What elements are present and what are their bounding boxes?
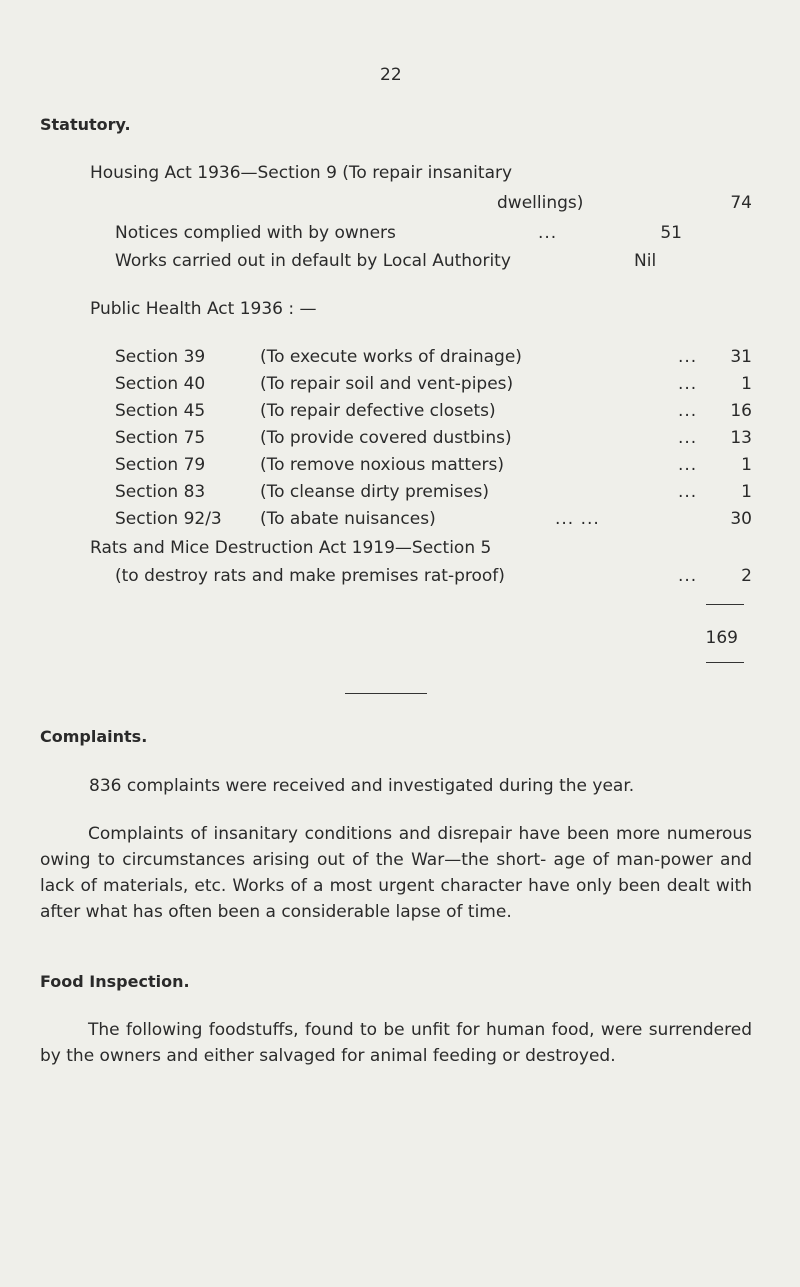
food-inspection-heading: Food Inspection.	[40, 972, 190, 991]
section-desc: (To provide covered dustbins)	[260, 428, 512, 448]
section-value: 31	[730, 347, 752, 367]
section-desc: (To remove noxious matters)	[260, 455, 505, 475]
section-label: Section 79	[115, 455, 206, 475]
rats-act-line1: Rats and Mice Destruction Act 1919—Section 5	[90, 538, 492, 558]
section-desc: (To cleanse dirty premises)	[260, 482, 489, 502]
food-inspection-paragraph: The following foodstuffs, found to be unfit for human food, were surrendered by the owners and either salvaged for animal feeding or destroyed.	[40, 1020, 752, 1066]
complaints-heading: Complaints.	[40, 727, 148, 746]
notices-complied-label: Notices complied with by owners	[115, 223, 396, 243]
section-dots: ...	[678, 401, 698, 421]
housing-act-line2: dwellings)	[497, 193, 584, 213]
section-label: Section 39	[115, 347, 206, 367]
complaints-paragraph-2: Complaints of insanitary conditions and disrepair have been more numerous owing to circumstances arising out of the War—the short- age of man-power and lack of materials, etc. Works of a most urgent character have only been dealt with after what has often been a considerable lapse of time.	[40, 824, 752, 922]
section-value: 16	[730, 401, 752, 421]
total-rule-top	[706, 604, 744, 605]
notices-complied-value: 51	[660, 223, 682, 243]
housing-act-value: 74	[730, 193, 752, 213]
rats-act-dots: ...	[678, 566, 698, 586]
public-health-heading: Public Health Act 1936 : —	[90, 299, 317, 319]
statutory-heading: Statutory.	[40, 115, 131, 134]
housing-act-line1: Housing Act 1936—Section 9 (To repair insanitary	[90, 163, 513, 183]
section-value: 1	[741, 374, 752, 394]
section-desc: (To abate nuisances)	[260, 509, 436, 529]
section-dots: ...	[678, 482, 698, 502]
section-divider	[345, 693, 427, 694]
section-label: Section 75	[115, 428, 206, 448]
section-value: 1	[741, 482, 752, 502]
notices-complied-dots: ...	[538, 223, 558, 243]
section-value: 30	[730, 509, 752, 529]
total-value: 169	[705, 628, 738, 648]
section-label: Section 40	[115, 374, 206, 394]
total-rule-bottom	[706, 662, 744, 663]
section-value: 1	[741, 455, 752, 475]
page-number: 22	[380, 65, 402, 85]
section-dots: ...	[678, 428, 698, 448]
section-label: Section 92/3	[115, 509, 222, 529]
section-desc: (To repair soil and vent-pipes)	[260, 374, 514, 394]
section-desc: (To repair defective closets)	[260, 401, 496, 421]
section-dots: ...	[678, 347, 698, 367]
works-default-label: Works carried out in default by Local Authority	[115, 251, 511, 271]
section-dots: ...	[678, 455, 698, 475]
section-value: 13	[730, 428, 752, 448]
section-label: Section 45	[115, 401, 206, 421]
rats-act-value: 2	[741, 566, 752, 586]
section-desc: (To execute works of drainage)	[260, 347, 522, 367]
section-label: Section 83	[115, 482, 206, 502]
rats-act-line2: (to destroy rats and make premises rat-proof)	[115, 566, 505, 586]
section-dots: ...	[678, 374, 698, 394]
section-dots: ... ...	[555, 509, 600, 529]
complaints-paragraph-1: 836 complaints were received and investigated during the year.	[89, 776, 635, 796]
works-default-value: Nil	[634, 251, 657, 271]
